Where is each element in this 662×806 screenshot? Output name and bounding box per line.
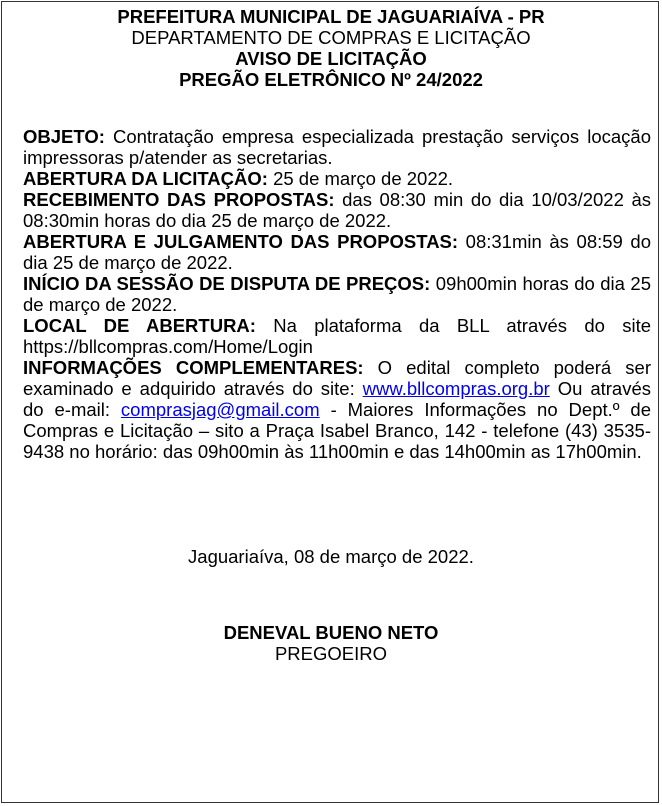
- julgamento-paragraph: [23, 231, 651, 273]
- site-link[interactable]: www.bllcompras.org.br: [362, 378, 550, 399]
- abertura-paragraph: [23, 168, 651, 189]
- municipality-title: PREFEITURA MUNICIPAL DE JAGUARIAÍVA - PR: [117, 6, 545, 27]
- notice-date: Jaguariaíva, 08 de março de 2022.: [188, 546, 474, 567]
- julgamento-text: 08:31min às 08:59 do dia 25 de março de 2022.: [23, 231, 652, 273]
- signer-role: PREGOEIRO: [274, 643, 388, 664]
- auction-number: PREGÃO ELETRÔNICO Nº 24/2022: [179, 69, 483, 90]
- email-link[interactable]: comprasjag@gmail.com: [120, 399, 320, 420]
- julgamento-label: ABERTURA E JULGAMENTO DAS PROPOSTAS:: [23, 231, 459, 252]
- info-text-2: Ou através do e-mail:: [23, 378, 652, 420]
- inicio-text: 09h00min horas do dia 25 de março de 2022.: [23, 273, 652, 315]
- local-text: Na plataforma da BLL através do site https://bllcompras.com/Home/Login: [23, 315, 651, 357]
- signature-block: [0, 622, 662, 664]
- notice-header: [0, 6, 662, 90]
- notice-body: [23, 126, 651, 462]
- objeto-paragraph: [23, 126, 651, 168]
- signer-name: DENEVAL BUENO NETO: [223, 622, 439, 643]
- notice-title: AVISO DE LICITAÇÃO: [235, 48, 427, 69]
- info-text-1: O edital completo poderá ser examinado e adquirido através do site:: [23, 357, 651, 399]
- recebimento-text: das 08:30 min do dia 10/03/2022 às 08:30min horas do dia 25 de março de 2022.: [23, 189, 651, 231]
- recebimento-paragraph: [23, 189, 651, 231]
- abertura-text: 25 de março de 2022.: [273, 168, 454, 189]
- info-paragraph: [23, 357, 651, 462]
- objeto-label: OBJETO:: [23, 126, 105, 147]
- department-title: DEPARTAMENTO DE COMPRAS E LICITAÇÃO: [131, 27, 531, 48]
- inicio-paragraph: [23, 273, 651, 315]
- inicio-label: INÍCIO DA SESSÃO DE DISPUTA DE PREÇOS:: [23, 273, 431, 294]
- local-paragraph: [23, 315, 651, 357]
- info-label: INFORMAÇÕES COMPLEMENTARES:: [23, 357, 364, 378]
- local-label: LOCAL DE ABERTURA:: [23, 315, 256, 336]
- abertura-label: ABERTURA DA LICITAÇÃO:: [23, 168, 268, 189]
- info-text-3: - Maiores Informações no Dept.º de Compras e Licitação – sito a Praça Isabel Branco, 142 - telefone (43) 3535-9438 no horário: das 09h00min às 11h00min e das 14h00min as 17h00min.: [23, 399, 652, 462]
- objeto-text: Contratação empresa especializada prestação serviços locação impressoras p/atender as secretarias.: [23, 126, 651, 168]
- recebimento-label: RECEBIMENTO DAS PROPOSTAS:: [23, 189, 335, 210]
